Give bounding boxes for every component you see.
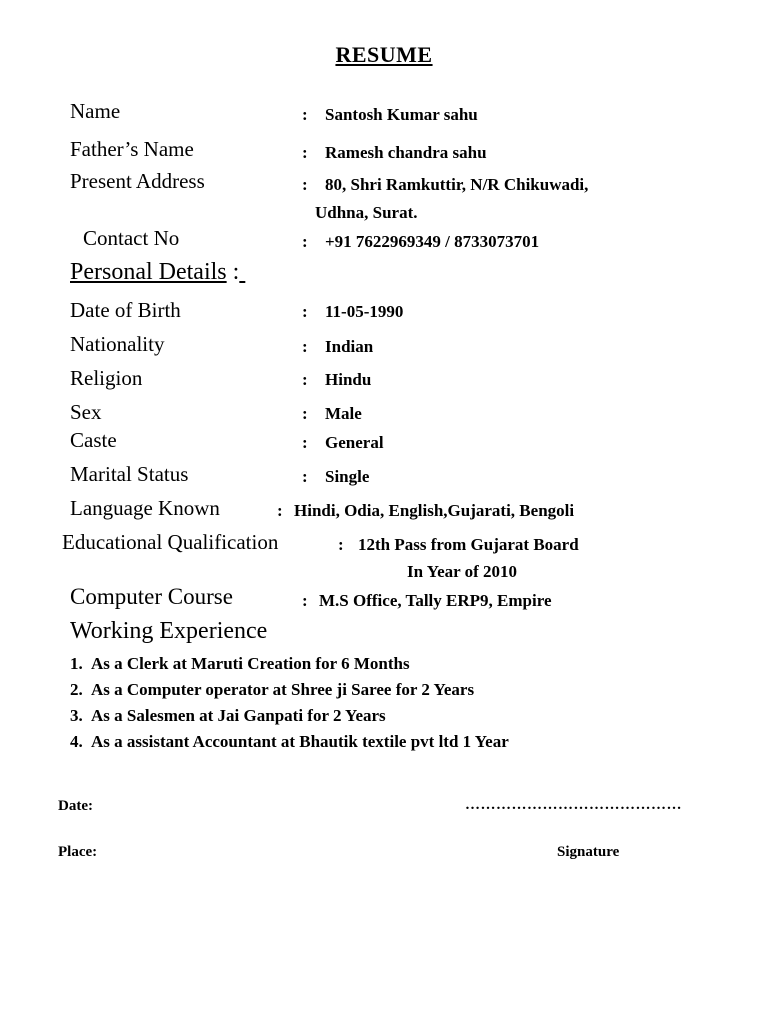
nationality-value: Indian [325,337,374,356]
marital-status-value: Single [325,467,370,486]
caste-colon: : [302,433,308,452]
contact-no-value: +91 7622969349 / 8733073701 [325,232,540,251]
dob-value: 11-05-1990 [325,302,404,321]
experience-item [70,654,410,674]
language-known-label: Language Known [70,496,220,520]
nationality-colon: : [302,337,308,356]
experience-item-text: As a Clerk at Maruti Creation for 6 Months [91,654,410,673]
present-address-colon: : [302,175,308,194]
experience-item-text: As a assistant Accountant at Bhautik textile pvt ltd 1 Year [91,732,509,751]
date-label: Date: [58,798,93,814]
experience-item-text: As a Salesmen at Jai Ganpati for 2 Years [91,706,386,725]
experience-item [70,706,386,726]
contact-no-colon: : [302,232,308,251]
experience-item [70,732,509,752]
place-label: Place: [58,844,98,860]
personal-details-heading [70,259,245,286]
dob-label: Date of Birth [70,298,181,322]
sex-value: Male [325,404,362,423]
experience-item-number: 1. [70,654,83,673]
education-line2: In Year of 2010 [407,562,518,581]
caste-value: General [325,433,384,452]
dob-colon: : [302,302,308,321]
father-name-label: Father’s Name [70,137,194,161]
signature-line: …………………………………… [465,797,682,813]
sex-colon: : [302,404,308,423]
caste-label: Caste [70,428,117,452]
name-label: Name [70,99,121,123]
experience-item-number: 2. [70,680,83,699]
religion-value: Hindu [325,370,372,389]
father-name-colon: : [302,143,308,162]
name-colon: : [302,105,308,124]
religion-label: Religion [70,366,143,390]
computer-course-label: Computer Course [70,584,233,609]
name-value: Santosh Kumar sahu [325,105,478,124]
nationality-label: Nationality [70,332,165,356]
father-name-value: Ramesh chandra sahu [325,143,487,162]
working-experience-heading: Working Experience [70,618,268,644]
experience-item-number: 4. [70,732,83,751]
experience-item [70,680,474,700]
contact-no-label: Contact No [83,226,180,250]
present-address-label: Present Address [70,169,205,193]
signature-label: Signature [557,844,620,860]
language-known-colon: : [277,501,283,520]
present-address-line2: Udhna, Surat. [315,203,418,222]
language-known-value: Hindi, Odia, English,Gujarati, Bengoli [294,501,575,520]
computer-course-colon: : [302,591,308,610]
marital-status-label: Marital Status [70,462,189,486]
marital-status-colon: : [302,467,308,486]
personal-details-heading-colon: : [232,259,240,285]
education-colon: : [338,535,344,554]
present-address-line1: 80, Shri Ramkuttir, N/R Chikuwadi, [325,175,589,194]
education-label: Educational Qualification [62,530,279,554]
experience-item-text: As a Computer operator at Shree ji Saree for 2 Years [91,680,475,699]
sex-label: Sex [70,400,102,424]
experience-item-number: 3. [70,706,83,725]
personal-details-heading-text: Personal Details [70,259,227,285]
resume-title: RESUME [335,42,433,67]
religion-colon: : [302,370,308,389]
computer-course-value: M.S Office, Tally ERP9, Empire [319,591,552,610]
education-line1: 12th Pass from Gujarat Board [358,535,579,554]
